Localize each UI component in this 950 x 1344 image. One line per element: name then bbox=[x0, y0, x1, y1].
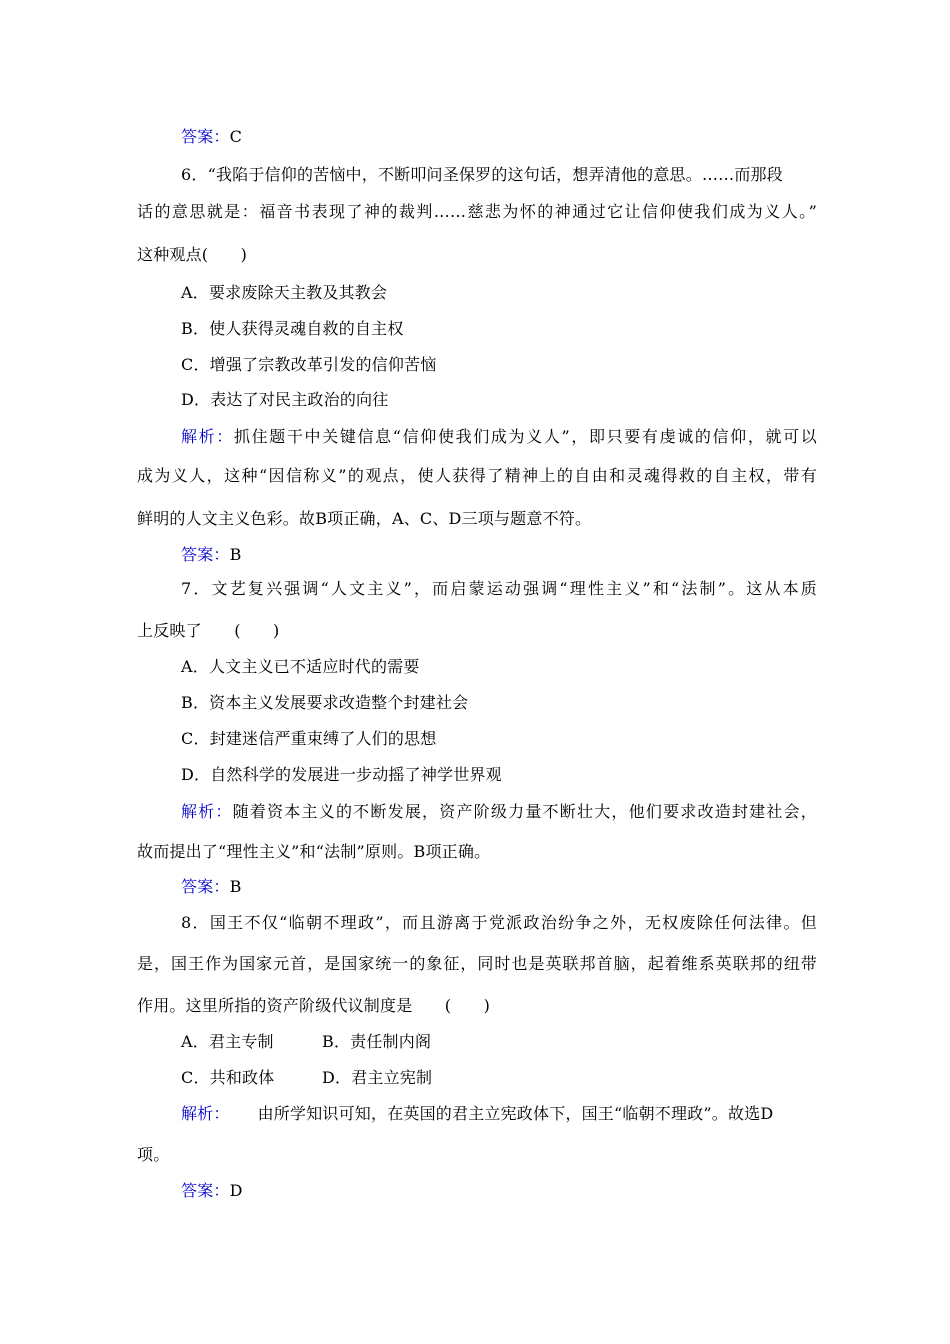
answer-label: 答案： bbox=[181, 877, 230, 896]
question-6-line-3: 这种观点( ) bbox=[137, 245, 248, 264]
answer-value: B bbox=[229, 545, 242, 564]
question-8-line-2: 是，国王作为国家元首，是国家统一的象征，同时也是英联邦首脑，起着维系英联邦的纽带 bbox=[137, 954, 817, 973]
answer-label: 答案： bbox=[181, 545, 230, 564]
answer-value: B bbox=[229, 877, 242, 896]
question-7-option-c: C．封建迷信严重束缚了人们的思想 bbox=[181, 729, 437, 748]
question-6-option-d: D．表达了对民主政治的向往 bbox=[181, 390, 389, 409]
question-6-line-2: 话的意思就是：福音书表现了神的裁判……慈悲为怀的神通过它让信仰使我们成为义人。” bbox=[137, 202, 817, 221]
question-8-option-row-1 bbox=[181, 1032, 861, 1052]
question-7-option-d: D．自然科学的发展进一步动摇了神学世界观 bbox=[181, 765, 502, 784]
analysis-text: 由所学知识可知，在英国的君主立宪政体下，国王“临朝不理政”。故选D bbox=[257, 1104, 774, 1123]
question-7-line-1: 7．文艺复兴强调“人文主义”，而启蒙运动强调“理性主义”和“法制”。这从本质 bbox=[181, 579, 817, 598]
question-8-line-1: 8．国王不仅“临朝不理政”，而且游离于党派政治纷争之外，无权废除任何法律。但 bbox=[181, 913, 817, 932]
answer-line-7 bbox=[181, 877, 861, 897]
analysis-7-line-1 bbox=[181, 802, 817, 822]
question-8-option-c: C．共和政体 bbox=[181, 1068, 275, 1087]
question-6-option-b: B．使人获得灵魂自救的自主权 bbox=[181, 319, 404, 338]
answer-line-5 bbox=[181, 127, 861, 147]
question-8-option-d: D．君主立宪制 bbox=[322, 1068, 433, 1087]
question-6-option-c: C．增强了宗教改革引发的信仰苦恼 bbox=[181, 355, 437, 374]
question-8-option-row-2 bbox=[181, 1068, 861, 1088]
analysis-text: 随着资本主义的不断发展，资产阶级力量不断壮大，他们要求改造封建社会， bbox=[232, 802, 817, 821]
analysis-7-line-2: 故而提出了“理性主义”和“法制”原则。B项正确。 bbox=[137, 842, 491, 861]
question-7-line-2: 上反映了 ( ) bbox=[137, 621, 280, 640]
question-6-option-a: A．要求废除天主教及其教会 bbox=[181, 283, 388, 302]
question-7-option-a: A．人文主义已不适应时代的需要 bbox=[181, 657, 420, 676]
answer-value: D bbox=[229, 1181, 243, 1200]
analysis-label: 解析： bbox=[181, 802, 233, 821]
question-6-line-1: 6．“我陷于信仰的苦恼中，不断叩问圣保罗的这句话，想弄清他的意思。……而那段 bbox=[181, 165, 783, 184]
question-8-line-3: 作用。这里所指的资产阶级代议制度是 ( ) bbox=[137, 996, 491, 1015]
answer-label: 答案： bbox=[181, 1181, 230, 1200]
analysis-8-line-2: 项。 bbox=[137, 1145, 170, 1164]
answer-line-8 bbox=[181, 1181, 861, 1201]
answer-label: 答案： bbox=[181, 127, 230, 146]
analysis-label: 解析： bbox=[181, 427, 234, 446]
question-8-option-a: A．君主专制 bbox=[181, 1032, 274, 1051]
question-7-option-b: B．资本主义发展要求改造整个封建社会 bbox=[181, 693, 469, 712]
analysis-8-line-1 bbox=[181, 1104, 817, 1124]
analysis-6-line-1 bbox=[181, 427, 817, 447]
analysis-text: 抓住题干中关键信息“信仰使我们成为义人”，即只要有虔诚的信仰，就可以 bbox=[233, 427, 817, 446]
analysis-6-line-2: 成为义人，这种“因信称义”的观点，使人获得了精神上的自由和灵魂得救的自主权，带有 bbox=[137, 466, 817, 485]
analysis-label: 解析： bbox=[181, 1104, 230, 1123]
answer-value: C bbox=[229, 127, 243, 146]
analysis-6-line-3: 鲜明的人文主义色彩。故B项正确，A、C、D三项与题意不符。 bbox=[137, 509, 592, 528]
question-8-option-b: B．责任制内阁 bbox=[322, 1032, 432, 1051]
answer-line-6 bbox=[181, 545, 861, 565]
